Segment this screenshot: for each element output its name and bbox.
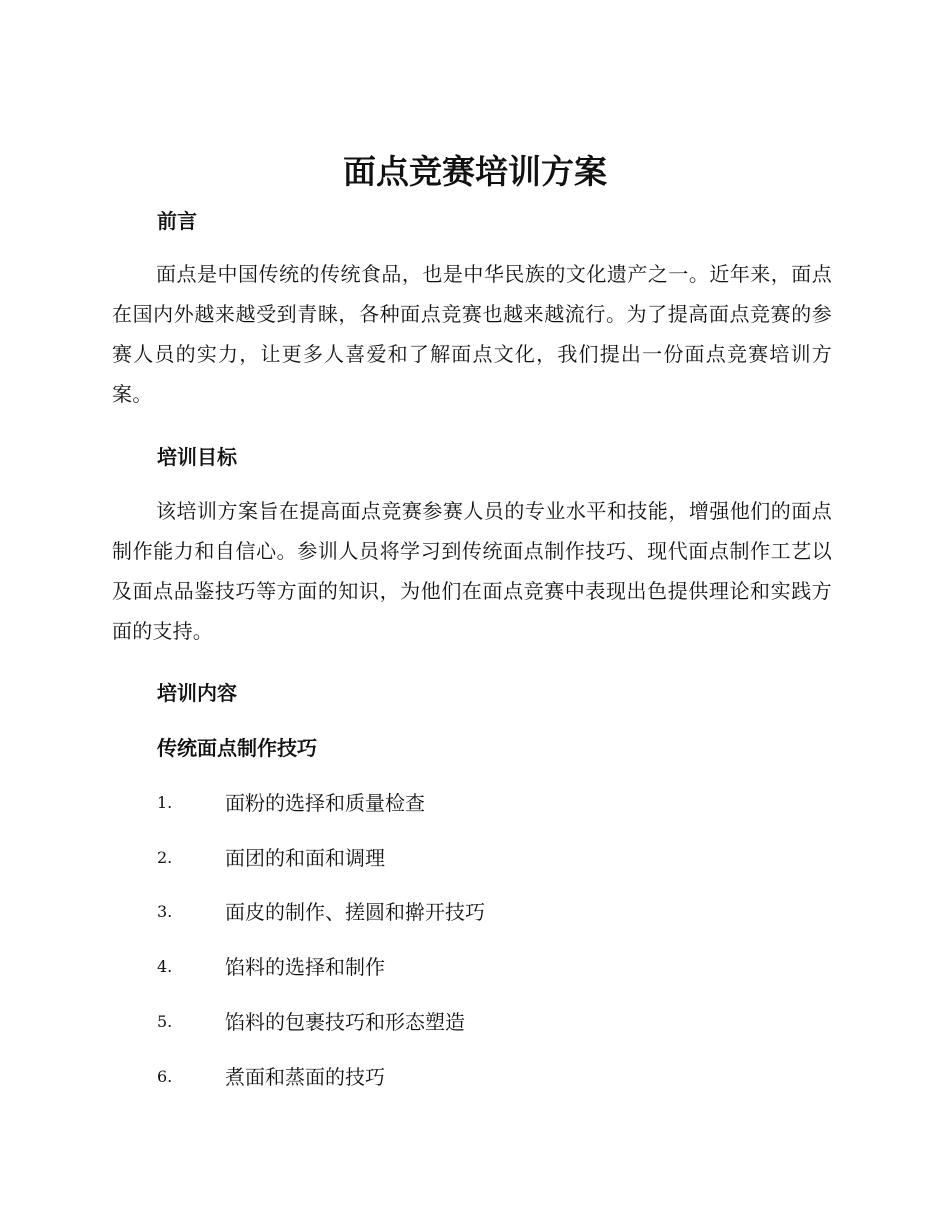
list-item-number: 4. <box>157 957 173 976</box>
list-item-text: 面皮的制作、搓圆和擀开技巧 <box>225 900 485 924</box>
section-paragraph-preface: 面点是中国传统的传统食品，也是中华民族的文化遗产之一。近年来，面点在国内外越来越受到青睐，各种面点竞赛也越来越流行。为了提高面点竞赛的参赛人员的实力，让更多人喜爱和了解面点文化，我们提出一份面点竞赛培训方案。 <box>112 262 832 406</box>
section-heading-traditional-techniques: 传统面点制作技巧 <box>157 736 317 760</box>
list-item-number: 3. <box>157 902 173 921</box>
list-item <box>157 1062 837 1092</box>
list-item <box>157 788 837 818</box>
list-item-text: 面粉的选择和质量检查 <box>225 791 425 815</box>
list-item-number: 5. <box>157 1012 173 1031</box>
list-item-number: 6. <box>157 1067 173 1086</box>
section-heading-training-goals: 培训目标 <box>157 445 237 469</box>
list-item-text: 馅料的包裹技巧和形态塑造 <box>225 1010 465 1034</box>
list-item <box>157 843 837 873</box>
list-item-text: 馅料的选择和制作 <box>225 955 385 979</box>
list-item-text: 面团的和面和调理 <box>225 846 385 870</box>
list-item <box>157 1007 837 1037</box>
list-item <box>157 897 837 927</box>
section-paragraph-training-goals: 该培训方案旨在提高面点竞赛参赛人员的专业水平和技能，增强他们的面点制作能力和自信心。参训人员将学习到传统面点制作技巧、现代面点制作工艺以及面点品鉴技巧等方面的知识，为他们在面点竞赛中表现出色提供理论和实践方面的支持。 <box>112 499 832 643</box>
document-title: 面点竞赛培训方案 <box>343 152 607 191</box>
list-item-text: 煮面和蒸面的技巧 <box>225 1065 385 1089</box>
section-heading-preface: 前言 <box>157 209 197 233</box>
list-item-number: 2. <box>157 848 173 867</box>
list-item <box>157 952 837 982</box>
section-heading-training-content: 培训内容 <box>157 681 237 705</box>
list-item-number: 1. <box>157 793 173 812</box>
